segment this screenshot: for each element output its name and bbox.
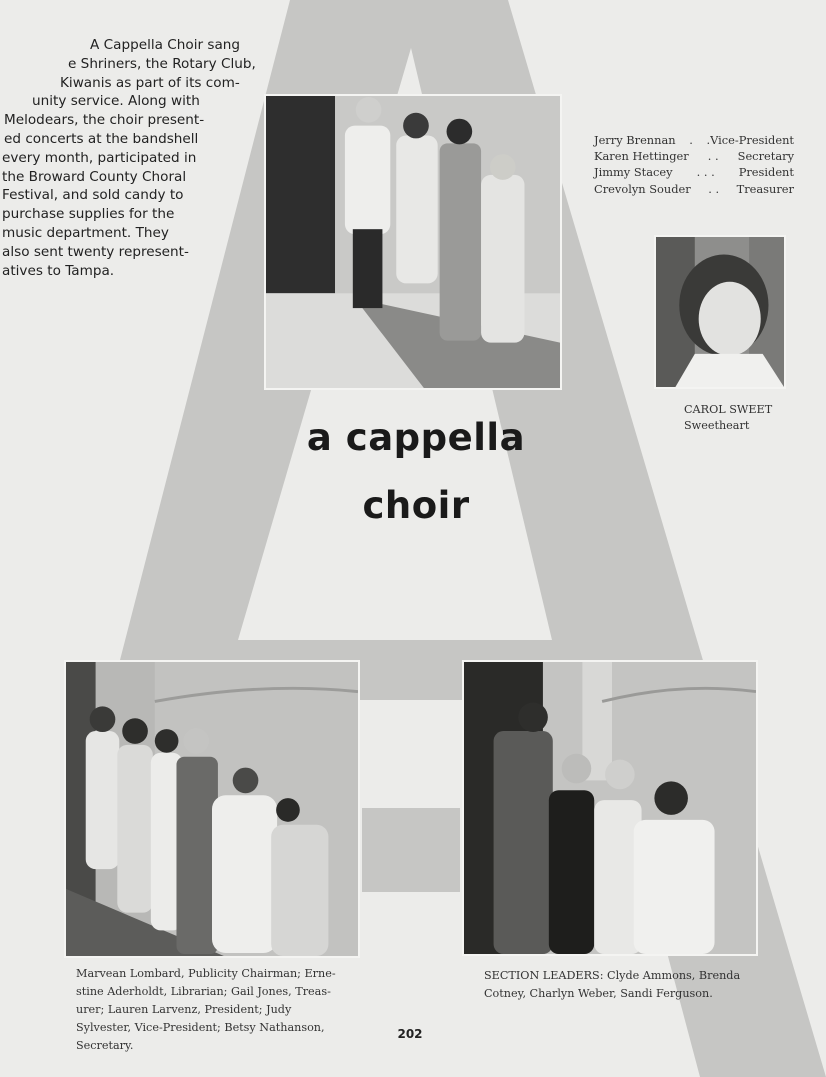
officer-leader-dots: . . . bbox=[696, 165, 715, 180]
members-caption bbox=[76, 965, 366, 1055]
intro-line: music department. They bbox=[2, 224, 169, 241]
intro-line: unity service. Along with bbox=[32, 93, 200, 110]
officer-name: Karen Hettinger bbox=[594, 149, 689, 164]
officer-role: Treasurer bbox=[736, 181, 794, 196]
officer-name: Jimmy Stacey bbox=[594, 165, 673, 180]
officer-row bbox=[594, 181, 794, 197]
page-title-line-2: choir bbox=[362, 484, 470, 527]
members-photo bbox=[64, 660, 360, 958]
intro-line: e Shriners, the Rotary Club, bbox=[68, 55, 256, 72]
intro-line: the Broward County Choral bbox=[2, 168, 187, 185]
officer-row bbox=[594, 148, 794, 164]
intro-line: ed concerts at the bandshell bbox=[4, 130, 199, 147]
sweetheart-name: CAROL SWEET bbox=[684, 403, 773, 416]
page-title-line-1: a cappella bbox=[306, 416, 526, 459]
caption-line: urer; Lauren Larvenz, President; Judy bbox=[76, 1003, 292, 1016]
officer-leader-dots: . . bbox=[708, 181, 720, 196]
decorative-gray-block bbox=[362, 808, 460, 892]
section-leaders-photo bbox=[462, 660, 758, 956]
intro-line: also sent twenty represent- bbox=[2, 243, 189, 260]
section-leaders-caption bbox=[484, 967, 754, 1003]
intro-line: purchase supplies for the bbox=[2, 206, 175, 223]
intro-line: Kiwanis as part of its com- bbox=[60, 74, 240, 91]
officer-role: President bbox=[738, 165, 794, 180]
caption-line: SECTION LEADERS: Clyde Ammons, Brenda bbox=[484, 969, 741, 982]
sweetheart-caption bbox=[684, 402, 814, 434]
intro-paragraph bbox=[2, 36, 274, 280]
caption-line: stine Aderholdt, Librarian; Gail Jones, Treas- bbox=[76, 985, 331, 998]
officer-name: Jerry Brennan bbox=[594, 133, 676, 147]
caption-line: Cotney, Charlyn Weber, Sandi Ferguson. bbox=[484, 987, 713, 1000]
caption-line: Sylvester, Vice-President; Betsy Nathanson, bbox=[76, 1021, 325, 1034]
caption-line: Secretary. bbox=[76, 1039, 134, 1052]
sweetheart-portrait bbox=[654, 235, 786, 389]
officers-photo bbox=[264, 94, 562, 390]
intro-line: Festival, and sold candy to bbox=[2, 187, 184, 204]
officer-row bbox=[594, 164, 794, 180]
sweetheart-title: Sweetheart bbox=[684, 419, 750, 432]
officer-name: Crevolyn Souder bbox=[594, 181, 691, 196]
officer-role: .Vice-President bbox=[706, 133, 794, 147]
officer-row bbox=[594, 132, 794, 148]
intro-line: every month, participated in bbox=[2, 149, 197, 166]
officer-leader-dots: . bbox=[689, 133, 693, 147]
officer-list bbox=[594, 132, 794, 197]
intro-line: A Cappella Choir sang bbox=[90, 37, 241, 53]
page-number: 202 bbox=[397, 1027, 423, 1041]
officer-role: Secretary bbox=[737, 149, 794, 164]
caption-line: Marvean Lombard, Publicity Chairman; Erne- bbox=[76, 967, 336, 980]
officer-leader-dots: . . bbox=[707, 149, 719, 164]
intro-line: Melodears, the choir present- bbox=[4, 112, 205, 129]
intro-line: atives to Tampa. bbox=[2, 262, 115, 279]
